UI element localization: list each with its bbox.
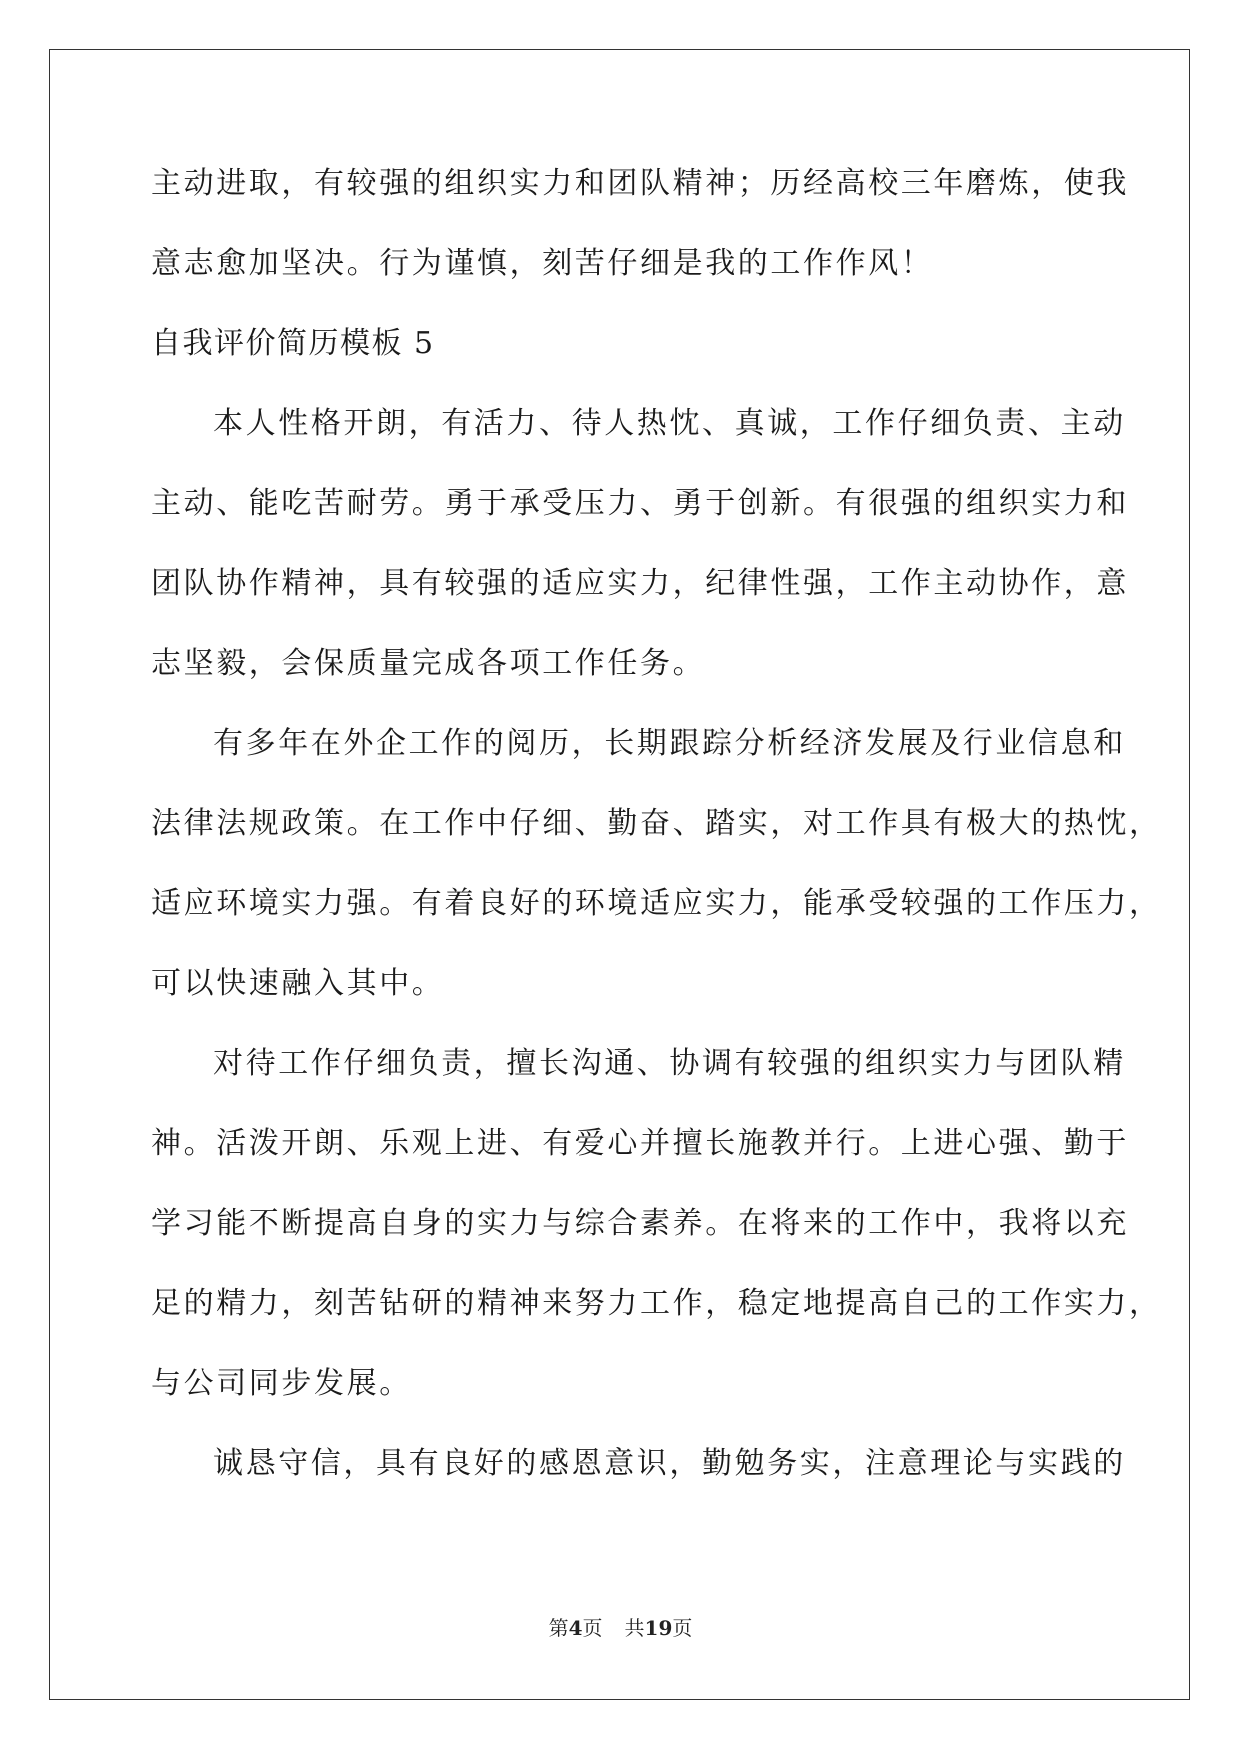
paragraph-first-line: 有多年在外企工作的阅历，长期跟踪分析经济发展及行业信息和 xyxy=(213,726,1126,761)
page-footer xyxy=(0,1612,1241,1641)
body-line: 团队协作精神，具有较强的适应实力，纪律性强，工作主动协作，意 xyxy=(151,566,1129,601)
body-line: 意志愈加坚决。行为谨慎，刻苦仔细是我的工作作风！ xyxy=(151,246,934,281)
page-number: 4 xyxy=(568,1616,583,1640)
body-line: 可以快速融入其中。 xyxy=(151,966,445,1001)
body-line: 志坚毅，会保质量完成各项工作任务。 xyxy=(151,646,706,681)
body-line: 主动、能吃苦耐劳。勇于承受压力、勇于创新。有很强的组织实力和 xyxy=(151,486,1129,521)
total-suffix: 页 xyxy=(672,1616,693,1640)
paragraph-first-line: 本人性格开朗，有活力、待人热忱、真诚，工作仔细负责、主动 xyxy=(213,406,1126,441)
page-prefix: 第 xyxy=(548,1616,569,1640)
body-line: 适应环境实力强。有着良好的环境适应实力，能承受较强的工作压力， xyxy=(151,886,1162,921)
body-line: 与公司同步发展。 xyxy=(151,1366,412,1401)
total-pages: 19 xyxy=(644,1616,673,1640)
paragraph-first-line: 诚恳守信，具有良好的感恩意识，勤勉务实，注意理论与实践的 xyxy=(213,1446,1126,1481)
page-suffix: 页 xyxy=(582,1616,603,1640)
body-line: 神。活泼开朗、乐观上进、有爱心并擅长施教并行。上进心强、勤于 xyxy=(151,1126,1129,1161)
body-line: 主动进取，有较强的组织实力和团队精神；历经高校三年磨炼，使我 xyxy=(151,166,1129,201)
document-body xyxy=(151,164,1162,1524)
paragraph-first-line: 对待工作仔细负责，擅长沟通、协调有较强的组织实力与团队精 xyxy=(213,1046,1126,1081)
section-heading: 自我评价简历模板 5 xyxy=(151,326,435,361)
total-prefix: 共 xyxy=(624,1616,645,1640)
body-line: 足的精力，刻苦钻研的精神来努力工作，稳定地提高自己的工作实力， xyxy=(151,1286,1162,1321)
body-line: 法律法规政策。在工作中仔细、勤奋、踏实，对工作具有极大的热忱， xyxy=(151,806,1162,841)
body-line: 学习能不断提高自身的实力与综合素养。在将来的工作中，我将以充 xyxy=(151,1206,1129,1241)
